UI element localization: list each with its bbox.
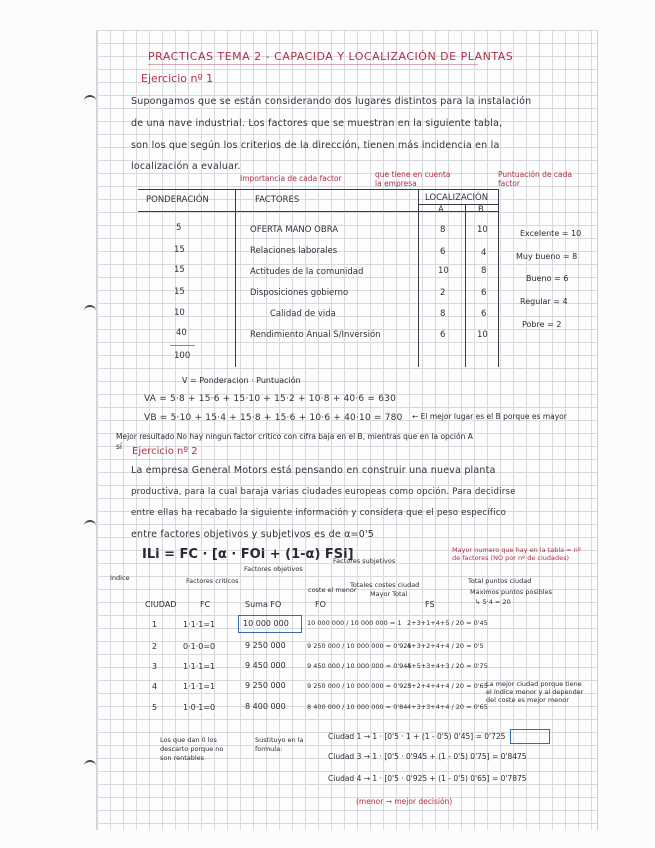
binder-hole xyxy=(84,95,96,107)
annotation-factores-criticos: Factores criticos xyxy=(186,577,239,585)
paragraph-line: Supongamos que se están considerando dos lugares distintos para la instalación xyxy=(131,96,532,107)
annotation-maximos-puntos: Maximos puntos posibles xyxy=(470,588,552,596)
table-cell: 1 xyxy=(152,620,158,629)
table-cell: 10 xyxy=(477,225,488,235)
menor-mejor-note: (menor → mejor decisión) xyxy=(356,797,453,806)
paragraph-line: son los que según los criterios de la dirección, tienen más incidencia en la xyxy=(131,140,500,151)
col-header-ciudad: CIUDAD xyxy=(145,600,177,609)
table-cell: 8 400 000 / 10 000 000 = 0'84 xyxy=(307,703,408,711)
scale-item: Bueno = 6 xyxy=(526,274,569,283)
binder-hole xyxy=(84,305,96,317)
col-header-localizacion: LOCALIZACIÓN xyxy=(425,193,489,203)
table-cell: 9 250 000 / 10 000 000 = 0'925 xyxy=(307,642,412,650)
table-cell: 15 xyxy=(174,245,185,255)
table-cell: 2+3+1+4+5 / 20 = 0'45 xyxy=(407,619,488,627)
table-cell: 10 xyxy=(438,266,449,276)
table-cell: 9 450 000 xyxy=(245,661,286,670)
table-cell: Relaciones laborales xyxy=(250,246,338,256)
annotation-totales: Totales costes ciudad xyxy=(350,581,420,589)
table-cell: 4+3+3+4+4 / 20 = 0'65 xyxy=(407,703,488,711)
scale-item: Pobre = 2 xyxy=(522,320,562,329)
formula-v: V = Ponderacion · Puntuación xyxy=(182,376,301,385)
col-header-fs: FS xyxy=(425,600,435,609)
col-header-sumafo: Suma FO xyxy=(245,600,282,609)
table-cell: 2 xyxy=(440,288,446,298)
col-header-b: B xyxy=(478,205,484,215)
result-ciudad-4: Ciudad 4 → 1 · [0'5 · 0'925 + (1 - 0'5) 0'65] = 0'7875 xyxy=(328,774,527,783)
table-cell: 4+5+3+4+3 / 20 = 0'75 xyxy=(407,662,488,670)
formula-il: ILi = FC · [α · FOi + (1-α) FSi] xyxy=(142,547,354,562)
annotation-coste-menor: coste el menor xyxy=(308,586,357,594)
binder-hole xyxy=(84,520,96,532)
table-cell: 1·0·1=0 xyxy=(183,703,216,712)
table-cell: 8 xyxy=(481,266,487,276)
scale-item: Muy bueno = 8 xyxy=(516,252,578,261)
table-cell: 8 xyxy=(440,309,446,319)
table-cell: 4+3+2+4+4 / 20 = 0'5 xyxy=(407,642,484,650)
paragraph-line: La empresa General Motors está pensando en construir una nueva planta xyxy=(131,465,496,476)
table-cell: 10 xyxy=(174,308,185,318)
col-header-fc: FC xyxy=(200,600,211,609)
table-cell: 9 250 000 xyxy=(245,641,286,650)
col-header-a: A xyxy=(438,205,444,215)
table-cell: 5 xyxy=(176,223,182,233)
mejor-ciudad-note: La mejor ciudad porque tiene el índice menor y al depender del coste es mejor menor xyxy=(486,680,584,704)
page-title: PRACTICAS TEMA 2 - CAPACIDA Y LOCALIZACIÓN DE PLANTAS xyxy=(148,50,514,63)
table-cell: 3+2+4+4+4 / 20 = 0'65 xyxy=(407,682,488,690)
table-cell: 10 000 000 xyxy=(243,619,289,628)
table-total: 100 xyxy=(174,351,191,361)
table-cell: 15 xyxy=(174,265,185,275)
table-cell: 6 xyxy=(440,247,446,257)
sustituyo-note: Sustituyo en la formula: xyxy=(255,736,304,753)
table-cell: 1·1·1=1 xyxy=(183,682,216,691)
formula-va: VA = 5·8 + 15·6 + 15·10 + 15·2 + 10·8 + 40·6 = 630 xyxy=(144,394,396,404)
annotation-cinco-cuatro: ↳ 5·4 = 20 xyxy=(475,598,511,606)
vb-note: ← El mejor lugar es el B porque es mayor xyxy=(412,412,567,421)
annotation-importancia: Importancia de cada factor xyxy=(240,174,342,183)
table-cell: 8 400 000 xyxy=(245,702,286,711)
col-header-factores: FACTORES xyxy=(255,195,300,205)
paragraph-line: localización a evaluar. xyxy=(131,161,241,172)
table-cell: 8 xyxy=(440,225,446,235)
annotation-factores-objetivos: Factores objetivos xyxy=(244,565,303,573)
table-cell: 4 xyxy=(481,248,487,258)
table-cell: 6 xyxy=(440,330,446,340)
annotation-mayor-numero: Mayor numero que hay en la tabla = nº de factores (NO por nº de ciudades) xyxy=(452,546,581,562)
col-header-ponderacion: PONDERACIÓN xyxy=(146,195,209,205)
table-cell: 6 xyxy=(481,309,487,319)
paragraph-line: productiva, para la cual baraja varias ciudades europeas como opción. Para decidirse xyxy=(131,487,516,497)
table-cell: 1·1·1=1 xyxy=(183,662,216,671)
descarto-note: Los que dan 0 los descarto porque no son rentables xyxy=(160,736,224,762)
annotation-puntuacion: Puntuación de cada factor xyxy=(498,170,572,188)
result-ciudad-3: Ciudad 3 → 1 · [0'5 · 0'945 + (1 - 0'5) 0'75] = 0'8475 xyxy=(328,752,527,761)
table-cell: 40 xyxy=(176,328,187,338)
table-cell: 10 xyxy=(477,330,488,340)
table-cell: 6 xyxy=(481,288,487,298)
col-header-fo: FO xyxy=(315,600,326,609)
scale-item: Excelente = 10 xyxy=(520,229,582,238)
table-cell: 1·1·1=1 xyxy=(183,620,216,629)
result-ciudad-1: Ciudad 1 → 1 · [0'5 · 1 + (1 - 0'5) 0'45] = 0'725 xyxy=(328,732,506,741)
formula-vb: VB = 5·10 + 15·4 + 15·8 + 15·6 + 10·6 + 40·10 = 780 xyxy=(144,413,403,423)
table-cell: 4 xyxy=(152,682,158,691)
table-cell: 9 250 000 / 10 000 000 = 0'925 xyxy=(307,682,412,690)
table-cell: 9 450 000 / 10 000 000 = 0'945 xyxy=(307,662,412,670)
table-cell: Disposiciones gobierno xyxy=(250,288,349,298)
ejercicio-2-heading: Ejercicio nº 2 xyxy=(132,446,198,457)
table-cell: Rendimiento Anual S/Inversión xyxy=(250,330,381,340)
table-cell: 0·1·0=0 xyxy=(183,642,216,651)
annotation-total-puntos: Total puntos ciudad xyxy=(468,577,532,585)
table-cell: 3 xyxy=(152,662,158,671)
binder-hole xyxy=(84,760,96,772)
scale-item: Regular = 4 xyxy=(520,297,568,306)
annotation-que-tiene: que tiene en cuenta la empresa xyxy=(375,170,451,188)
annotation-indice: Indice xyxy=(110,574,130,582)
table-cell: Calidad de vida xyxy=(270,309,336,319)
table-cell: 5 xyxy=(152,703,158,712)
paragraph-line: entre ellas ha recabado la siguiente información y considera que el peso específico xyxy=(131,508,507,518)
paragraph-line: de una nave industrial. Los factores que se muestran en la siguiente tabla, xyxy=(131,118,503,129)
table-cell: 2 xyxy=(152,642,158,651)
table-cell: 10 000 000 / 10 000 000 = 1 xyxy=(307,619,402,627)
paragraph-line: entre factores objetivos y subjetivos es de α=0'5 xyxy=(131,529,375,540)
annotation-mayor-total: Mayor Total xyxy=(370,590,408,598)
ejercicio-1-heading: Ejercicio nº 1 xyxy=(141,72,214,85)
annotation-factores-subjetivos: Factores subjetivos xyxy=(333,557,396,565)
table-cell: Actitudes de la comunidad xyxy=(250,267,364,277)
mejor-note: Mejor resultado No hay ningun factor critico con cifra baja en el B, mientras que en la opción A sí xyxy=(116,432,473,451)
table-cell: 9 250 000 xyxy=(245,681,286,690)
table-cell: 15 xyxy=(174,287,185,297)
table-cell: OFERTA MANO OBRA xyxy=(250,225,339,235)
